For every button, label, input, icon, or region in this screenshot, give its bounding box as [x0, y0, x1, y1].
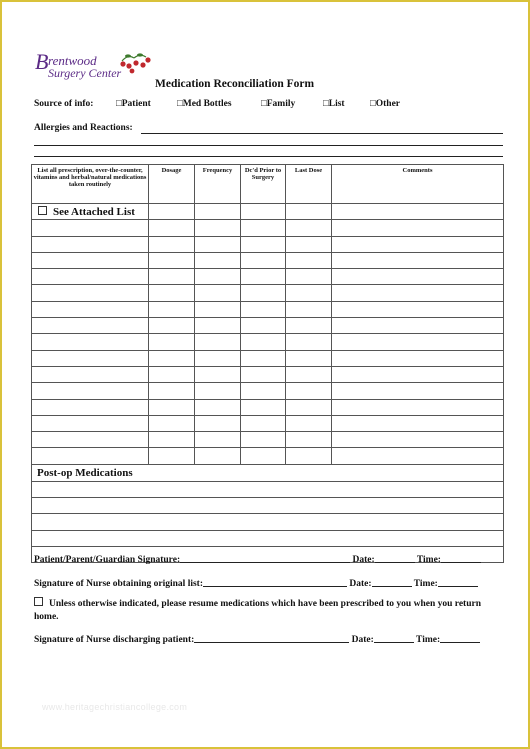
source-option-list[interactable]: □List [323, 99, 345, 109]
table-row [32, 204, 504, 220]
patient-signature-field[interactable] [180, 553, 350, 563]
table-row [32, 366, 504, 382]
table-header-row [32, 165, 504, 204]
col-comments: Comments [332, 165, 504, 204]
source-of-info-row [34, 99, 514, 113]
source-label: Source of info: [34, 99, 94, 109]
nurse-original-signature-field[interactable] [203, 577, 347, 587]
allergies-line-1[interactable] [141, 133, 503, 134]
nurse-original-time-field[interactable] [438, 577, 478, 587]
table-row [32, 350, 504, 366]
col-medications: List all prescription, over-the-counter, vitamins and herbal/natural medications taken routinely [32, 165, 149, 204]
postop-medications-label: Post-op Medications [32, 464, 504, 481]
nurse-discharge-date-field[interactable] [374, 633, 414, 643]
source-option-patient[interactable]: □Patient [116, 99, 151, 109]
checkbox-icon: □ [323, 99, 329, 109]
patient-signature-row: Patient/Parent/Guardian Signature: Date: Time: [34, 553, 481, 565]
table-row [32, 432, 504, 448]
table-row [32, 530, 504, 546]
allergies-line-3[interactable] [34, 156, 503, 157]
col-dosage: Dosage [149, 165, 195, 204]
nurse-discharge-time-field[interactable] [440, 633, 480, 643]
col-frequency: Frequency [195, 165, 241, 204]
table-row [32, 252, 504, 268]
table-row [32, 481, 504, 497]
checkbox-icon[interactable] [34, 597, 43, 606]
see-attached-cell[interactable]: See Attached List [32, 204, 149, 220]
logo-line1: B rentwood [35, 49, 97, 74]
table-row [32, 514, 504, 530]
patient-date-field[interactable] [375, 553, 415, 563]
checkbox-icon: □ [370, 99, 376, 109]
table-row [32, 399, 504, 415]
checkbox-icon: □ [177, 99, 183, 109]
brentwood-logo [35, 49, 152, 88]
table-row [32, 220, 504, 236]
form-title: Medication Reconciliation Form [155, 78, 315, 90]
postop-header-row [32, 464, 504, 481]
checkbox-icon[interactable] [38, 206, 47, 215]
nurse-original-signature-row: Signature of Nurse obtaining original list: Date: Time: [34, 577, 478, 589]
medication-table [31, 164, 504, 563]
col-last-dose: Last Dose [286, 165, 332, 204]
table-row [32, 318, 504, 334]
source-option-family[interactable]: □Family [261, 99, 296, 109]
col-dcd-prior: Dc'd Prior to Surgery [241, 165, 286, 204]
logo-line2: Surgery Center [48, 66, 122, 80]
table-row [32, 383, 504, 399]
table-row [32, 269, 504, 285]
source-option-med-bottles[interactable]: □Med Bottles [177, 99, 232, 109]
table-row [32, 236, 504, 252]
checkbox-icon: □ [261, 99, 267, 109]
nurse-discharge-signature-row: Signature of Nurse discharging patient: Date: Time: [34, 633, 480, 645]
checkbox-icon: □ [116, 99, 122, 109]
watermark-text: www.heritagechristiancollege.com [42, 702, 188, 712]
table-row [32, 448, 504, 464]
table-row [32, 285, 504, 301]
allergies-label: Allergies and Reactions: [34, 123, 133, 133]
cherries-icon [118, 52, 152, 76]
table-row [32, 334, 504, 350]
resume-medications-note: Unless otherwise indicated, please resume medications which have been prescribed to you when you return home. [34, 599, 481, 622]
table-row [32, 301, 504, 317]
patient-time-field[interactable] [441, 553, 481, 563]
allergies-line-2[interactable] [34, 145, 503, 146]
source-option-other[interactable]: □Other [370, 99, 401, 109]
table-row [32, 415, 504, 431]
table-row [32, 498, 504, 514]
nurse-original-date-field[interactable] [372, 577, 412, 587]
nurse-discharge-signature-field[interactable] [194, 633, 349, 643]
